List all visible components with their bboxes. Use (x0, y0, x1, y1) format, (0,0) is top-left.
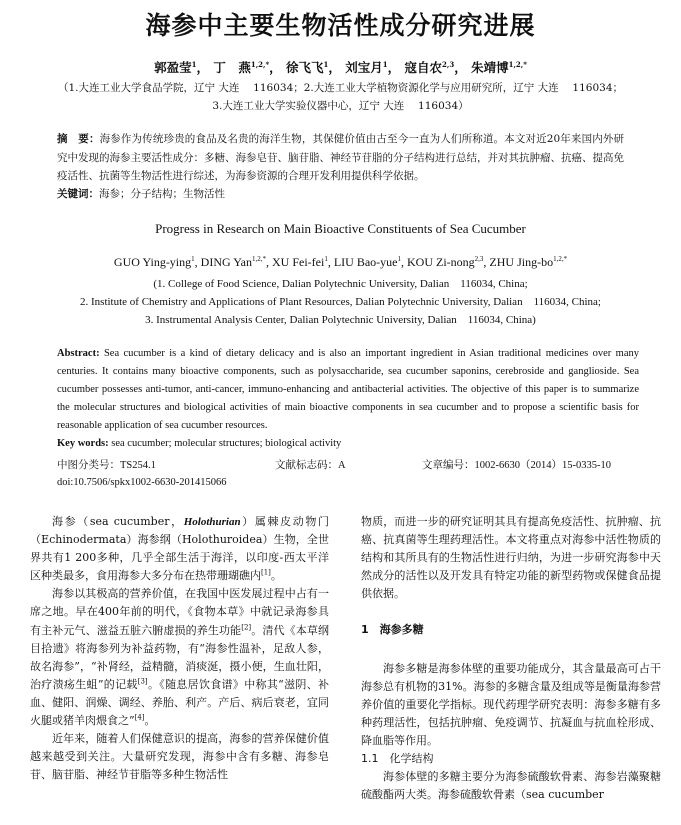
abstract-cn-label: 摘 要： (57, 133, 100, 145)
author-cn: 刘宝月$^1$ (345, 59, 388, 75)
author-en: KOU Zi-nong$^{2,3}$ (406, 255, 484, 269)
affiliation-cn-line2: 3.大连工业大学实验仪器中心，辽宁 大连 116034） (212, 100, 469, 112)
section-heading: 1 海参多糖 (361, 623, 424, 637)
author-cn: 寇自农$^{2,3}$ (404, 59, 455, 75)
paper-title-en: Progress in Research on Main Bioactive Constituents of Sea Cucumber (155, 221, 526, 236)
author-cn: 丁 燕$^{1,2,*}$ (213, 59, 270, 75)
citation[interactable]: [3] (137, 677, 148, 686)
abstract-cn (57, 130, 624, 186)
keywords-en-text: sea cucumber; molecular structures; biological activity (111, 438, 342, 449)
keywords-en (57, 438, 341, 449)
body-column-left (30, 513, 329, 784)
subsection-heading: 1.1 化学结构 (361, 752, 434, 766)
clc-number: 中图分类号：TS254.1 (57, 460, 156, 471)
affiliation-cn-line1: （1.大连工业大学食品学院，辽宁 大连 116034；2.大连工业大学植物资源化学与应用研究所，辽宁 大连 116034； (57, 82, 624, 94)
document-code: 文献标志码：A (275, 460, 346, 471)
authors-cn: 郭盈莹$^1$， 丁 燕$^{1,2,*}$， 徐飞飞$^1$， 刘宝月$^1$， 寇自农$^{2,3}$， 朱靖博$^{1,2,*}$ (154, 59, 527, 75)
author-en: XU Fei-fei$^1$ (272, 255, 328, 269)
author-cn: 朱靖博$^{1,2,*}$ (471, 59, 527, 75)
body-paragraph: 海参以其极高的营养价值，在我国中医发展过程中占有一席之地。早在400年前的明代，《食物本草》中就记录海参具有主补元气、滋益五脏六腑虚损的养生功能[2]。清代《本草纲目拾遗》将海参列为补益药物，有“海参性温补，足敌人参，故名海参”，“补肾经，益精髓，消痰涎，摄小便，生血壮阳，治疗溃疡生蛆”的记载[3]。《随息居饮食谱》中称其“滋阴、补血、健阳、润燥、调经、养胎、利产。产后、病后衰老，宜同火腿或猪羊肉煨食之”[4]。 (30, 587, 330, 728)
abstract-cn-text: 海参作为传统珍贵的食品及名贵的海洋生物，其保健价值由古至今一直为人们所称道。本文对近20年来国内外研究中发现的海参主要活性成分：多糖、海参皂苷、脑苷脂、神经节苷脂的分子结构进行总结，并对其抗肿瘤、抗癌、提高免疫活性、抗菌等生物活性进行综述，为海参资源的合理开发利用提供科学依据。 (57, 133, 625, 182)
author-cn: 郭盈莹$^1$ (154, 59, 197, 75)
article-number: 文章编号：1002-6630（2014）15-0335-10 (422, 460, 611, 471)
body-paragraph: 物质，而进一步的研究证明其具有提高免疫活性、抗肿瘤、抗癌、抗真菌等生理药理活性。本文将重点对海参中活性物质的结构和其所具有的生物活性进行归纳，为进一步研究海参中天然成分的活性以及开发具有特定功能的新型药物或保健食品提供依据。 (361, 515, 661, 601)
body-column-right (361, 513, 661, 804)
abstract-en (57, 345, 639, 435)
author-en: DING Yan$^{1,2,*}$ (200, 255, 266, 269)
keywords-en-label: Key words: (57, 438, 109, 449)
author-en: GUO Ying-ying$^1$ (113, 255, 195, 269)
body-paragraph: 近年来，随着人们保健意识的提高，海参的营养保健价值越来越受到关注。大量研究发现，海参中含有多糖、海参皂苷、脑苷脂、神经节苷脂等多种生物活性 (30, 732, 329, 782)
keywords-cn (57, 186, 225, 201)
body-paragraph: 海参（sea cucumber，Holothurian）属棘皮动物门（Echinodermata）海参纲（Holothuroidea）生物，全世界共有1 200多种，几乎全部生活于海洋，以印度-西太平洋区种类最多，食用海参大多分布在热带珊瑚礁内[1]。 (30, 515, 329, 583)
affiliation-en-line3: 3. Instrumental Analysis Center, Dalian Polytechnic University, Dalian 116034, China) (145, 314, 536, 326)
body-paragraph: 海参体壁的多糖主要分为海参硫酸软骨素、海参岩藻聚糖硫酸酯两大类。海参硫酸软骨素（sea cucumber (361, 770, 661, 802)
citation[interactable]: [2] (241, 622, 252, 631)
keywords-cn-text: 海参；分子结构；生物活性 (99, 188, 225, 200)
paper-title-cn: 海参中主要生物活性成分研究进展 (145, 11, 536, 40)
affiliation-en-line2: 2. Institute of Chemistry and Applications of Plant Resources, Dalian Polytechnic University, Dalian 116034, China; (80, 296, 601, 308)
abstract-en-label: Abstract: (57, 348, 100, 359)
authors-en: GUO Ying-ying$^1$, DING Yan$^{1,2,*}$, XU Fei-fei$^1$, LIU Bao-yue$^1$, KOU Zi-nong$^{2,3}$, ZHU Jing-$bo^{1,2,*}$ (113, 255, 568, 269)
citation[interactable]: [1] (261, 568, 271, 577)
doi: doi:10.7506/spkx1002-6630-201415066 (57, 477, 227, 488)
author-cn: 徐飞飞$^1$ (286, 59, 329, 75)
body-paragraph: 海参多糖是海参体壁的重要功能成分，其含量最高可占干海参总有机物的31%。海参的多糖含量及组成等是衡量海参营养价值的重要化学指标。现代药理学研究表明：海参多糖有多种药理活性，包括抗肿瘤、免疫调节、抗凝血与抗血栓形成、降血脂等作用。 (361, 661, 661, 747)
author-en: ZHU Jing-$bo^{1,2,*}$ (489, 255, 568, 269)
abstract-en-text: Sea cucumber is a kind of dietary delicacy and is also an important ingredient in Asian traditional medicines over many centuries. It contains many bioactive components, such as polysaccharide, sea cucumber saponins, cerebroside and ganglioside. Sea cucumber possesses anti-tumor, anti-cancer, immuno-enhancing and antibacterial activities. The objective of this paper is to summarize the molecular structures and biological activities of main bioactive components in sea cucumber and to propose a scientific basis for reasonable application of sea cucumber resources. (57, 348, 639, 431)
affiliation-en-line1: (1. College of Food Science, Dalian Polytechnic University, Dalian 116034, China; (153, 278, 528, 290)
keywords-cn-label: 关键词： (57, 188, 99, 200)
author-en: LIU Bao-yue$^1$ (333, 255, 401, 269)
citation[interactable]: [4] (134, 713, 145, 722)
